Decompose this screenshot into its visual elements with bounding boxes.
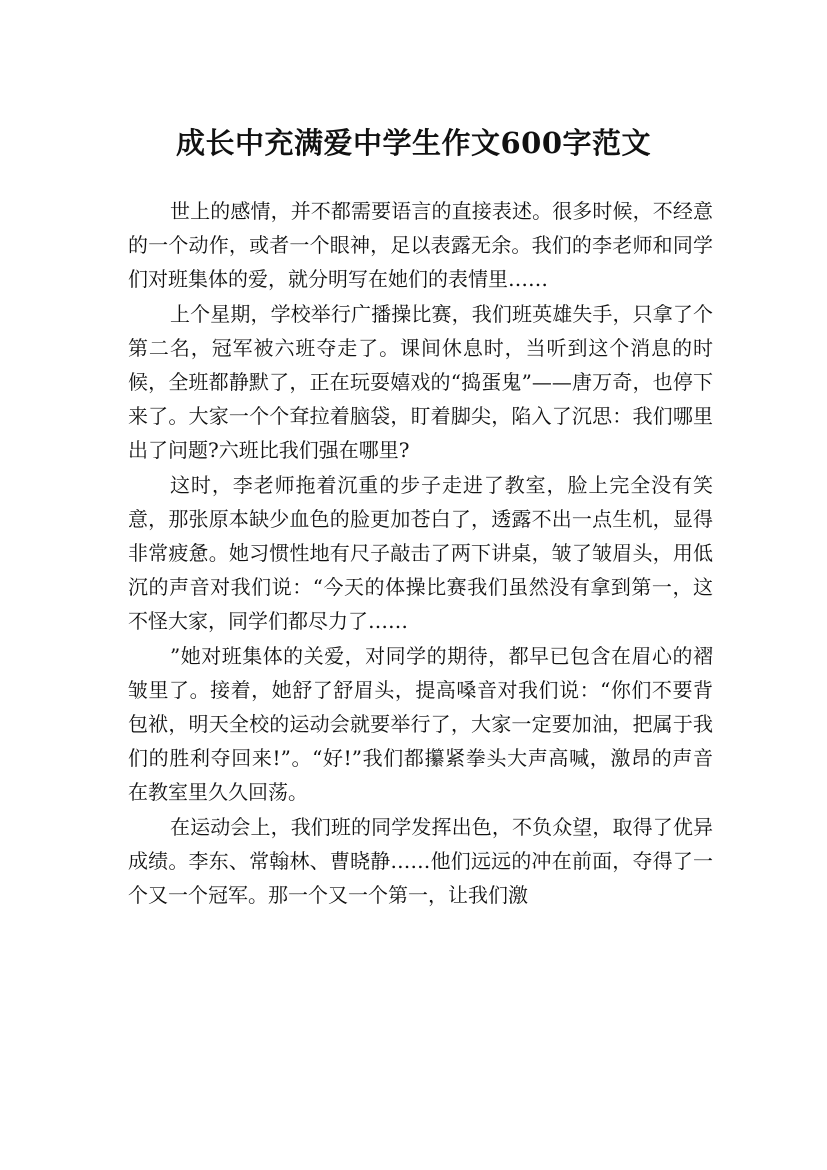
paragraph-3: 这时，李老师拖着沉重的步子走进了教室，脸上完全没有笑意，那张原本缺少血色的脸更加苍白了，透露不出一点生机，显得非常疲惫。她习惯性地有尺子敲击了两下讲桌，皱了皱眉头，用低沉的声音对我们说：“今天的体操比赛我们虽然没有拿到第一，这不怪大家，同学们都尽力了…… — [128, 472, 713, 634]
document-body — [128, 194, 713, 912]
paragraph-4: ”她对班集体的关爱，对同学的期待，都早已包含在眉心的褶皱里了。接着，她舒了舒眉头，提高嗓音对我们说：“你们不要背包袱，明天全校的运动会就要举行了，大家一定要加油，把属于我们的胜利夺回来!”。“好!”我们都攥紧拳头大声高喊，激昂的声音在教室里久久回荡。 — [128, 643, 713, 805]
paragraph-5: 在运动会上，我们班的同学发挥出色，不负众望，取得了优异成绩。李东、常翰林、曹晓静……他们远远的冲在前面，夺得了一个又一个冠军。那一个又一个第一，让我们激 — [128, 814, 713, 908]
paragraph-1: 世上的感情，并不都需要语言的直接表述。很多时候，不经意的一个动作，或者一个眼神，足以表露无余。我们的李老师和同学们对班集体的爱，就分明写在她们的表情里…… — [128, 199, 713, 292]
paragraph-2: 上个星期，学校举行广播操比赛，我们班英雄失手，只拿了个第二名，冠军被六班夺走了。课间休息时，当听到这个消息的时候，全班都静默了，正在玩耍嬉戏的“捣蛋鬼”——唐万奇，也停下来了。大家一个个耷拉着脑袋，盯着脚尖，陷入了沉思：我们哪里出了问题?六班比我们强在哪里? — [128, 301, 713, 463]
document-title: 成长中充满爱中学生作文600字范文 — [175, 126, 652, 161]
